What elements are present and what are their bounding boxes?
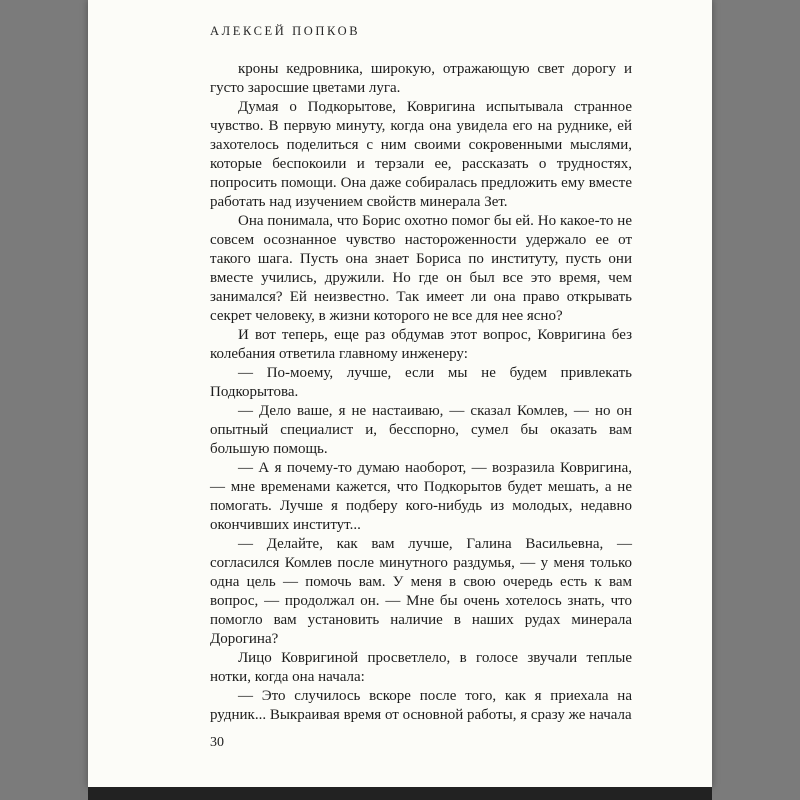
bottom-bar <box>88 787 712 800</box>
paragraph: кроны кедровника, широкую, отражающую свет дорогу и густо заросшие цветами луга. <box>210 61 632 96</box>
book-page <box>88 0 712 787</box>
paragraph: Лицо Ковригиной просветлело, в голосе звучали теплые нотки, когда она начала: <box>210 650 632 685</box>
paragraph: — Это случилось вскоре после того, как я приехала на рудник... Выкраивая время от основной работы, я сразу же начала <box>210 688 632 723</box>
paragraph: — По-моему, лучше, если мы не будем привлекать Подкорытова. <box>210 365 632 400</box>
page-number: 30 <box>210 735 224 750</box>
paragraph: Она понимала, что Борис охотно помог бы ей. Но какое-то не совсем осознанное чувство настороженности удержало ее от такого шага. Пусть она знает Бориса по институту, пусть они вместе учились, дружили. Но где он был все это время, чем занимался? Ей неизвестно. Так имеет ли она право открывать секрет человеку, в жизни которого не все для нее ясно? <box>210 213 632 324</box>
paragraph: — А я почему-то думаю наоборот, — возразила Ковригина, — мне временами кажется, что Подкорытов будет мешать, а не помогать. Лучше я подберу кого-нибудь из молодых, недавно окончивших институт... <box>210 460 632 533</box>
paragraph: Думая о Подкорытове, Ковригина испытывала странное чувство. В первую минуту, когда она увидела его на руднике, ей захотелось поделиться с ним своими сокровенными мыслями, которые беспокоили и терзали ее, рассказать о трудностях, попросить помощи. Она даже собиралась предложить ему вместе работать над изучением свойств минерала Зет. <box>210 99 632 210</box>
body-text-block <box>210 60 632 725</box>
paragraph: И вот теперь, еще раз обдумав этот вопрос, Ковригина без колебания ответила главному инженеру: <box>210 327 632 362</box>
paragraph: — Делайте, как вам лучше, Галина Васильевна, — согласился Комлев после минутного раздумья, — у меня только одна цель — помочь вам. У меня в свою очередь есть к вам вопрос, — продолжал он. — Мне бы очень хотелось знать, что помогло вам установить наличие в наших рудах минерала Дорогина? <box>210 536 632 647</box>
paragraph: — Дело ваше, я не настаиваю, — сказал Комлев, — но он опытный специалист и, бесспорно, сумел бы оказать вам большую помощь. <box>210 403 632 457</box>
running-header-author: АЛЕКСЕЙ ПОПКОВ <box>210 24 361 38</box>
